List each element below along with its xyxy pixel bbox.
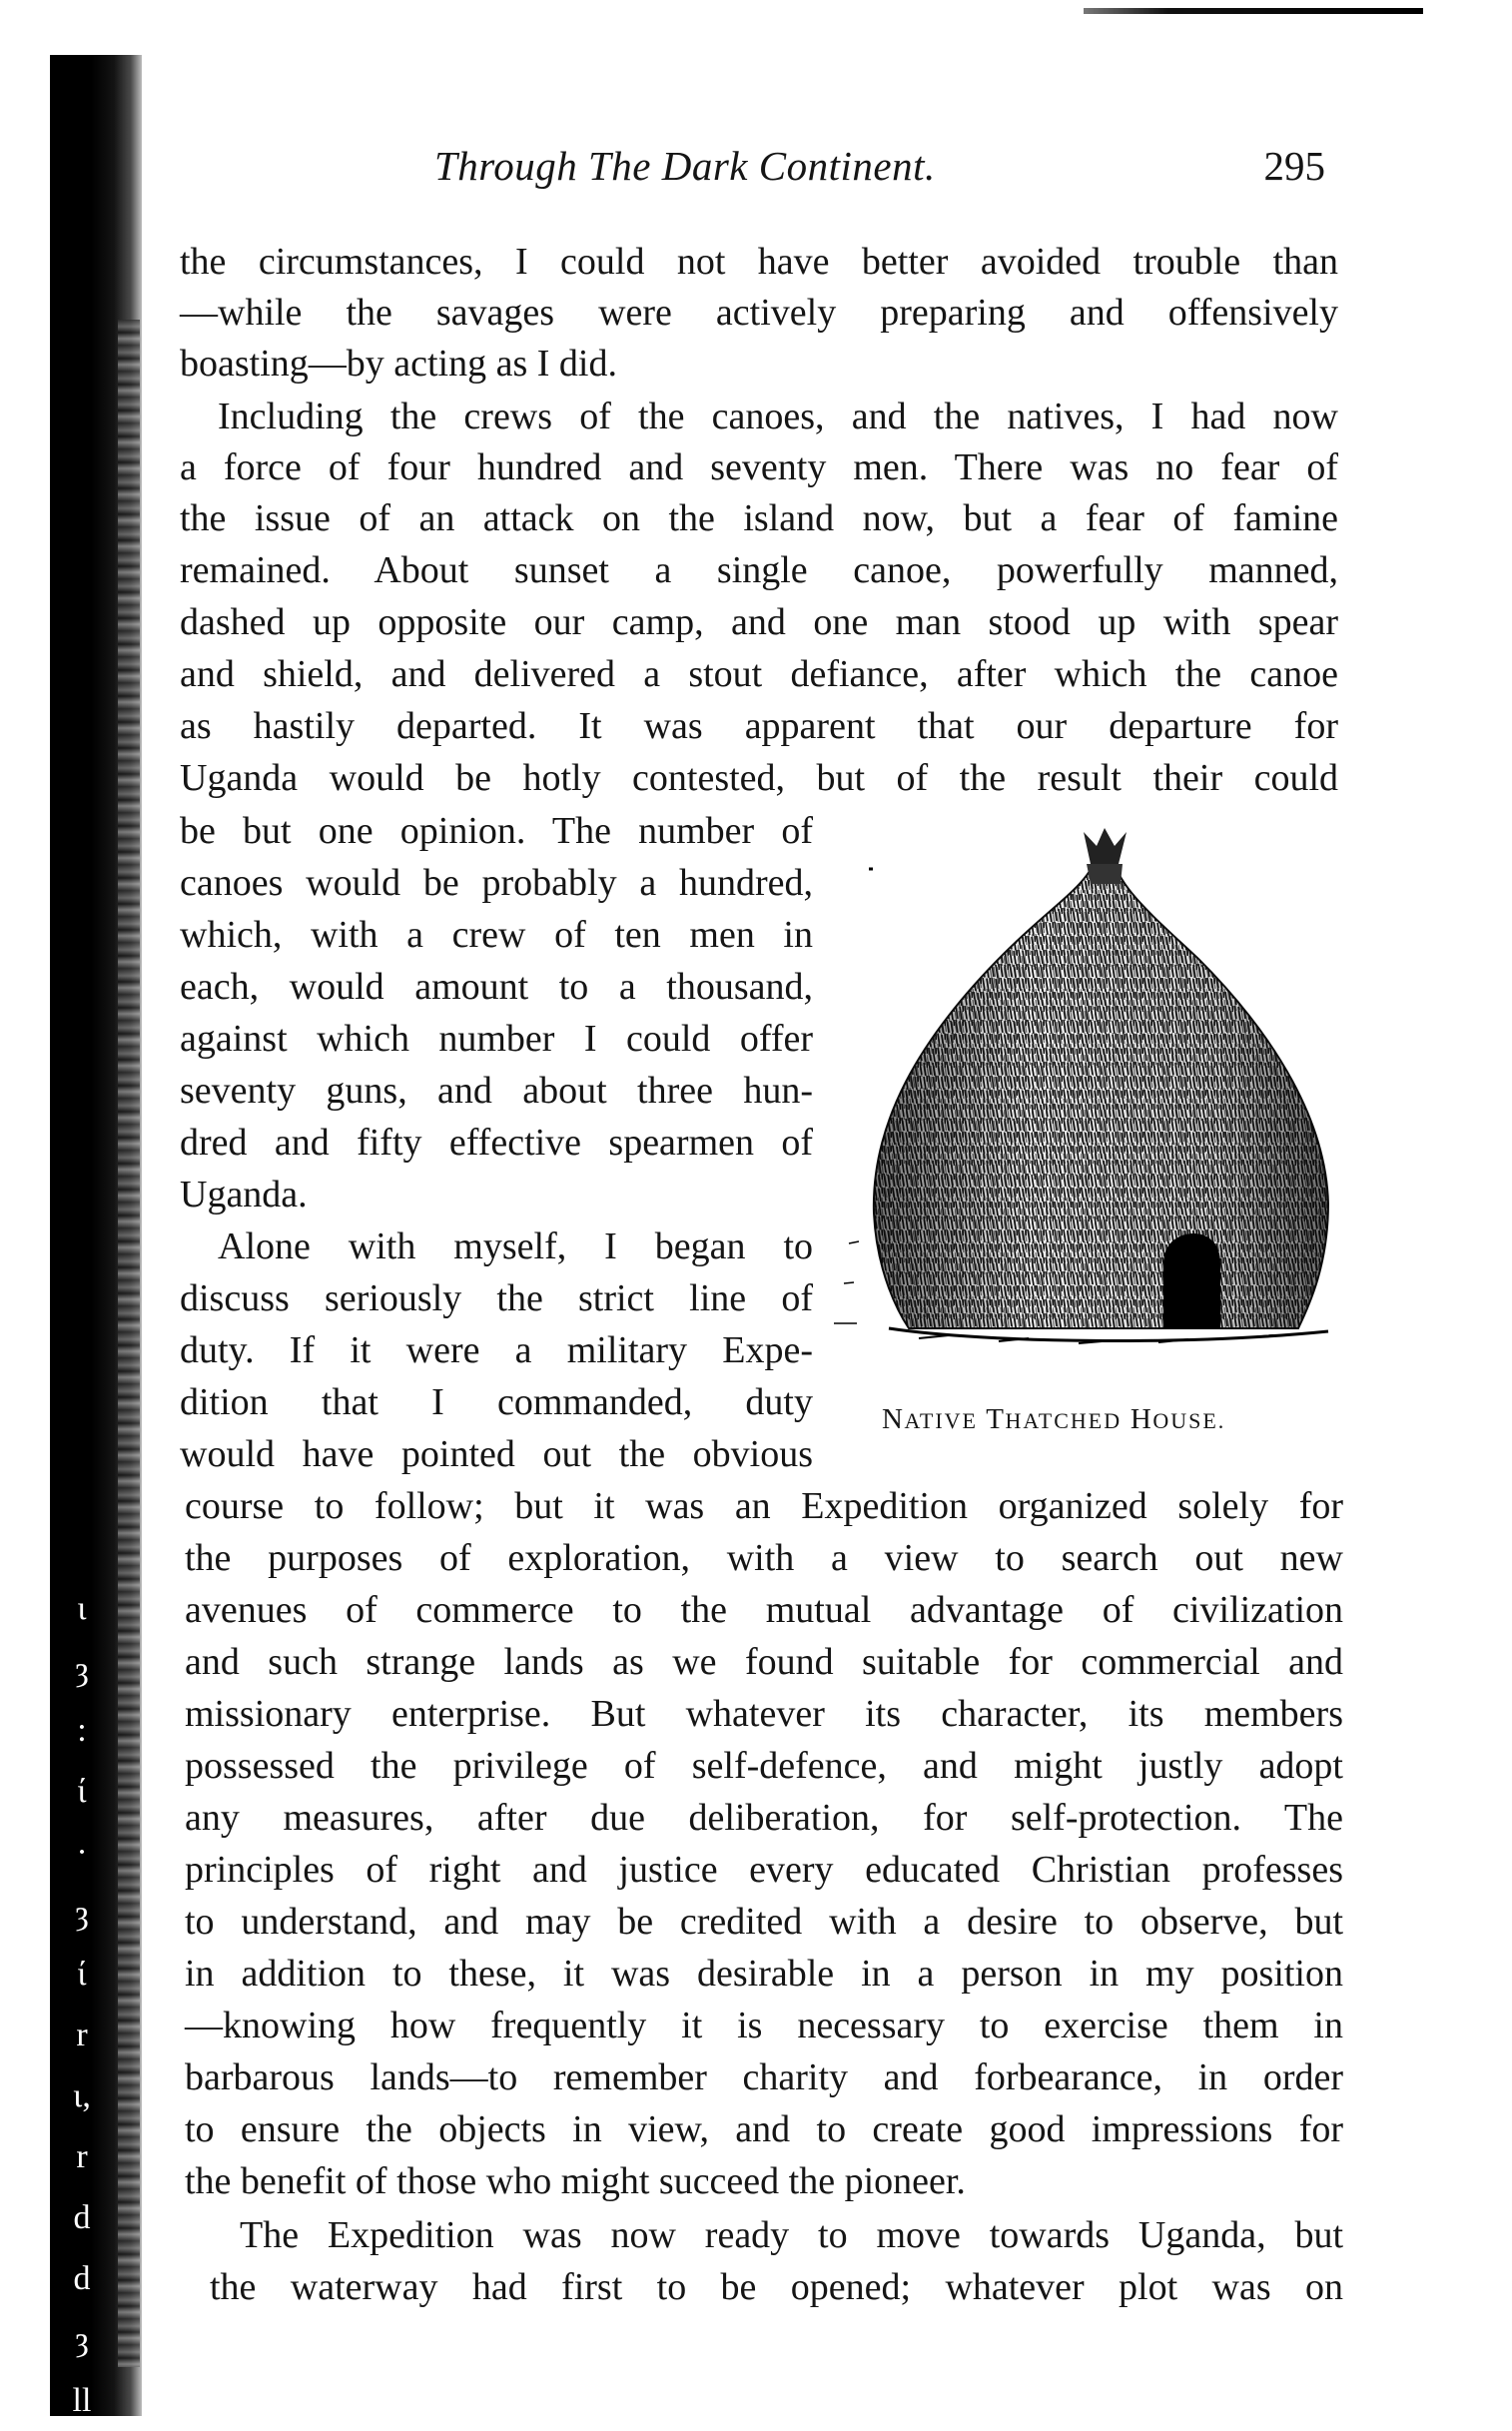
text-line: The Expedition was now ready to move towards Uganda, but — [240, 2214, 1343, 2256]
caption-word: OUSE. — [1152, 1408, 1226, 1433]
text-line: the waterway had first to be opened; whatever plot was on — [210, 2266, 1343, 2308]
text-line: each, would amount to a thousand, — [180, 966, 813, 1008]
text-line: missionary enterprise. But whatever its character, its members — [185, 1693, 1343, 1735]
running-title: Through The Dark Continent. — [434, 143, 936, 189]
caption-word: HATCHED — [1005, 1408, 1123, 1433]
gutter-mark: ι, — [73, 2077, 91, 2114]
book-spine-texture — [118, 320, 140, 2367]
text-line: Including the crews of the canoes, and the natives, I had now — [218, 396, 1338, 437]
text-line: duty. If it were a military Expe- — [180, 1329, 813, 1371]
text-line: the circumstances, I could not have better avoided trouble than — [180, 241, 1338, 283]
gutter-mark: ί — [77, 1956, 87, 1993]
gutter-mark: ll — [72, 2382, 92, 2419]
text-line: to understand, and may be credited with a desire to observe, but — [185, 1901, 1343, 1943]
text-line: principles of right and justice every educated Christian professes — [185, 1849, 1343, 1891]
text-line: —while the savages were actively preparing and offensively — [180, 292, 1338, 334]
text-line: the benefit of those who might succeed the pioneer. — [185, 2160, 966, 2202]
caption-word: ATIVE — [904, 1408, 978, 1433]
page-number: 295 — [1263, 143, 1325, 189]
text-line: avenues of commerce to the mutual advantage of civilization — [185, 1589, 1343, 1631]
caption-initial: T — [986, 1403, 1006, 1435]
text-line: any measures, after due deliberation, for self-protection. The — [185, 1797, 1343, 1839]
gutter-mark: ȝ — [75, 1895, 89, 1932]
text-line: dred and fifty effective spearmen of — [180, 1122, 813, 1164]
gutter-mark: d — [73, 2199, 91, 2236]
text-line: possessed the privilege of self-defence, and might justly adopt — [185, 1745, 1343, 1787]
text-line: Uganda would be hotly contested, but of the result their could — [180, 757, 1338, 799]
text-line: against which number I could offer — [180, 1018, 813, 1060]
caption-initial: H — [1130, 1403, 1153, 1435]
text-line: discuss seriously the strict line of — [180, 1277, 813, 1319]
text-line: be but one opinion. The number of — [180, 810, 813, 852]
text-line: would have pointed out the obvious — [180, 1433, 813, 1475]
gutter-mark: ȝ — [75, 1651, 89, 1688]
text-line: to ensure the objects in view, and to create good impressions for — [185, 2108, 1343, 2150]
gutter-mark: : — [77, 1712, 87, 1749]
text-line: in addition to these, it was desirable in a person in my position — [185, 1953, 1343, 1995]
gutter-letter-fragments — [52, 1578, 112, 2431]
text-line: dashed up opposite our camp, and one man stood up with spear — [180, 601, 1338, 643]
gutter-mark: ί — [77, 1773, 87, 1810]
gutter-mark: · — [76, 1834, 88, 1871]
text-line: seventy guns, and about three hun- — [180, 1070, 813, 1112]
text-line: dition that I commanded, duty — [180, 1381, 813, 1423]
gutter-mark: r — [76, 2138, 88, 2175]
text-line: course to follow; but it was an Expedition organized solely for — [185, 1485, 1343, 1527]
gutter-mark: d — [73, 2260, 91, 2297]
text-line: boasting—by acting as I did. — [180, 343, 617, 385]
text-line: and shield, and delivered a stout defiance, after which the canoe — [180, 653, 1338, 695]
text-line: and such strange lands as we found suitable for commercial and — [185, 1641, 1343, 1683]
text-line: a force of four hundred and seventy men. There was no fear of — [180, 446, 1338, 488]
text-line: as hastily departed. It was apparent that our departure for — [180, 705, 1338, 747]
text-line: —knowing how frequently it is necessary to exercise them in — [185, 2005, 1343, 2046]
gutter-mark: ι — [77, 1590, 87, 1627]
hut-illustration — [829, 824, 1358, 1423]
gutter-mark: ȝ — [75, 2321, 89, 2358]
text-line: barbarous lands—to remember charity and forbearance, in order — [185, 2056, 1343, 2098]
gutter-mark: r — [76, 2017, 88, 2053]
text-line: remained. About sunset a single canoe, powerfully manned, — [180, 549, 1338, 591]
text-line: Alone with myself, I began to — [218, 1225, 813, 1267]
page-header — [180, 142, 1343, 202]
figure-caption — [882, 1403, 1225, 1436]
text-line: which, with a crew of ten men in — [180, 914, 813, 956]
text-line: the issue of an attack on the island now, but a fear of famine — [180, 497, 1338, 539]
caption-initial: N — [882, 1403, 905, 1435]
text-line: Uganda. — [180, 1174, 308, 1216]
text-line: the purposes of exploration, with a view to search out new — [185, 1537, 1343, 1579]
top-rule — [1084, 8, 1423, 14]
text-line: canoes would be probably a hundred, — [180, 862, 813, 904]
